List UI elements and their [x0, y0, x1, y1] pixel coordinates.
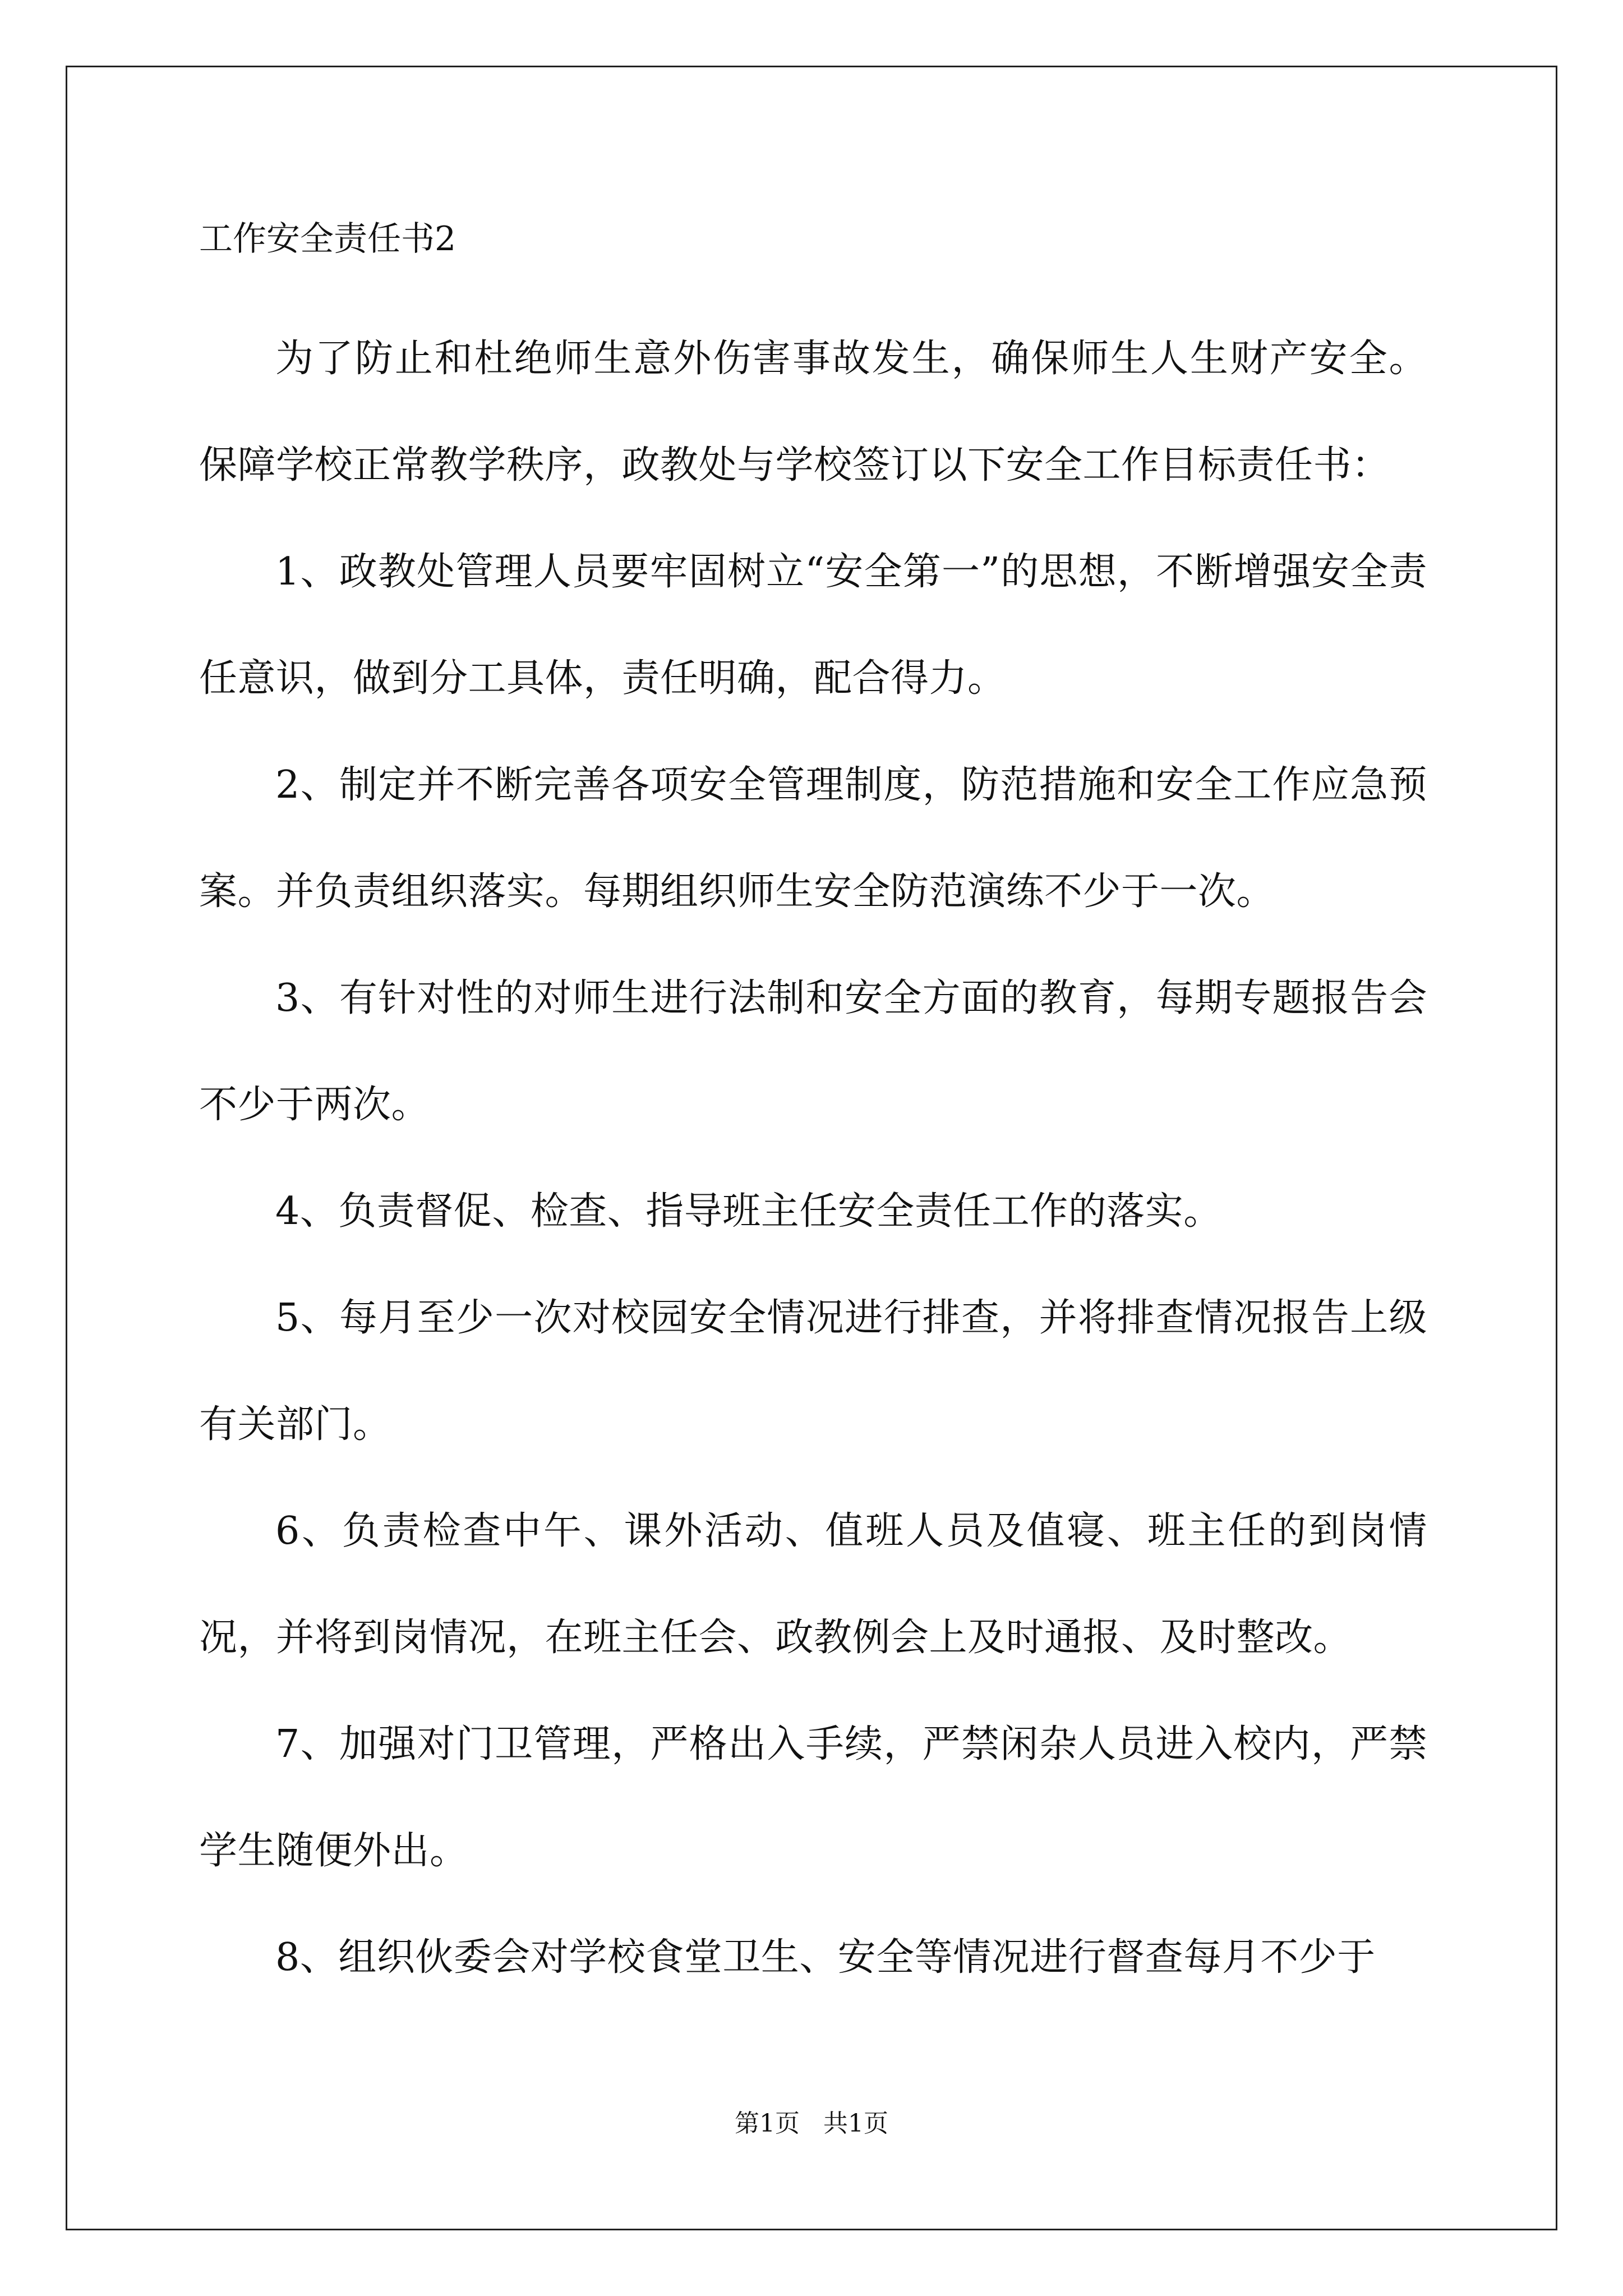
paragraph-item-8: 8、组织伙委会对学校食堂卫生、安全等情况进行督查每月不少于 [275, 1935, 1376, 1980]
paragraph-intro: 为了防止和杜绝师生意外伤害事故发生，确保师生人生财产安全。保障学校正常教学秩序，政教处与学校签订以下安全工作目标责任书： [199, 337, 1427, 487]
document-title: 工作安全责任书2 [199, 219, 457, 259]
paragraph-item-5: 5、每月至少一次对校园安全情况进行排查，并将排查情况报告上级有关部门。 [199, 1296, 1427, 1447]
paragraph-item-7: 7、加强对门卫管理，严格出入手续，严禁闲杂人员进入校内，严禁学生随便外出。 [199, 1722, 1427, 1873]
paragraph-item-3: 3、有针对性的对师生进行法制和安全方面的教育，每期专题报告会不少于两次。 [199, 976, 1427, 1127]
paragraph-item-2: 2、制定并不断完善各项安全管理制度，防范措施和安全工作应急预案。并负责组织落实。每期组织师生安全防范演练不少于一次。 [199, 763, 1427, 914]
document-body [199, 218, 1427, 2011]
page-number-footer: 第1页 共1页 [735, 2109, 888, 2138]
paragraph-item-1: 1、政教处管理人员要牢固树立“安全第一”的思想，不断增强安全责任意识，做到分工具体，责任明确，配合得力。 [199, 550, 1427, 701]
paragraph-item-4: 4、负责督促、检查、指导班主任安全责任工作的落实。 [275, 1189, 1222, 1234]
paragraph-item-6: 6、负责检查中午、课外活动、值班人员及值寝、班主任的到岗情况，并将到岗情况，在班主任会、政教例会上及时通报、及时整改。 [199, 1509, 1427, 1660]
